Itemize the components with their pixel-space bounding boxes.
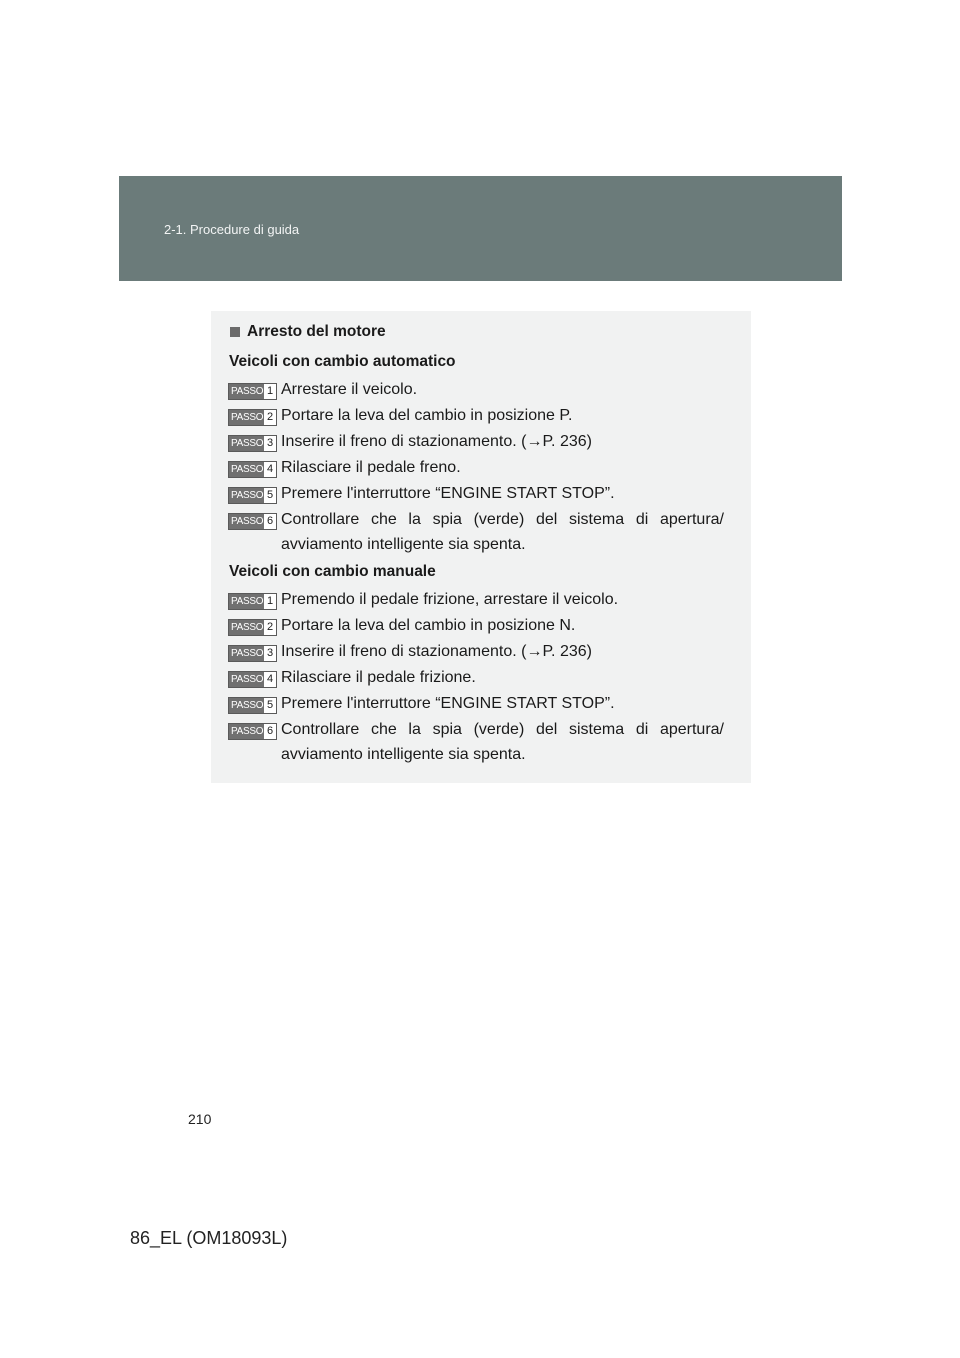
step-item: [228, 407, 728, 428]
step-text: Controllare che la spia (verde) del sistema di apertura/ avviamento intelligente sia spenta.: [281, 721, 724, 763]
step-badge-word: PASSO: [231, 726, 264, 737]
step-badge-word: PASSO: [231, 386, 264, 397]
step-badge: [228, 383, 277, 400]
step-badge-number: 5: [264, 698, 276, 713]
step-badge-word: PASSO: [231, 700, 264, 711]
step-text: Inserire il freno di stazionamento. (→P. 236): [281, 643, 592, 660]
step-text: Inserire il freno di stazionamento. (→P. 236): [281, 433, 592, 450]
step-text: Arrestare il veicolo.: [281, 381, 418, 398]
step-text: Premere l'interruttore “ENGINE START STOP”.: [281, 695, 615, 712]
step-badge-number: 6: [264, 514, 276, 529]
group-heading-automatic: Veicoli con cambio automatico: [229, 353, 456, 370]
procedure-box: [211, 311, 751, 783]
step-badge: [228, 513, 277, 530]
step-badge: [228, 461, 277, 478]
box-heading: [230, 323, 386, 341]
document-code: 86_EL (OM18093L): [130, 1228, 288, 1248]
step-badge-word: PASSO: [231, 596, 264, 607]
step-item: [228, 591, 728, 612]
step-badge: [228, 487, 277, 504]
step-badge: [228, 645, 277, 662]
step-badge-word: PASSO: [231, 464, 264, 475]
box-title: Arresto del motore: [247, 323, 386, 340]
step-badge: [228, 723, 277, 740]
step-item: [228, 721, 728, 767]
step-badge: [228, 619, 277, 636]
step-item: [228, 381, 728, 402]
step-badge-word: PASSO: [231, 490, 264, 501]
step-text: Controllare che la spia (verde) del sistema di apertura/ avviamento intelligente sia spenta.: [281, 511, 724, 553]
step-badge-word: PASSO: [231, 648, 264, 659]
step-item: [228, 643, 728, 664]
step-badge-number: 5: [264, 488, 276, 503]
section-title: 2-1. Procedure di guida: [164, 222, 300, 237]
step-badge: [228, 435, 277, 452]
step-badge: [228, 671, 277, 688]
step-text: Rilasciare il pedale frizione.: [281, 669, 476, 686]
step-item: [228, 485, 728, 506]
step-item: [228, 459, 728, 480]
step-badge-number: 3: [264, 646, 276, 661]
step-item: [228, 433, 728, 454]
step-item: [228, 669, 728, 690]
step-item: [228, 695, 728, 716]
square-icon: [230, 327, 240, 337]
step-text: Premendo il pedale frizione, arrestare il veicolo.: [281, 591, 619, 608]
step-text: Portare la leva del cambio in posizione N.: [281, 617, 576, 634]
step-badge-word: PASSO: [231, 412, 264, 423]
step-badge-word: PASSO: [231, 674, 264, 685]
step-badge-number: 1: [264, 594, 276, 609]
step-badge: [228, 697, 277, 714]
header-band: [119, 176, 842, 281]
step-text: Portare la leva del cambio in posizione P.: [281, 407, 573, 424]
step-text: Rilasciare il pedale freno.: [281, 459, 461, 476]
step-item: [228, 617, 728, 638]
step-badge-number: 4: [264, 462, 276, 477]
step-badge-number: 4: [264, 672, 276, 687]
step-badge-number: 1: [264, 384, 276, 399]
step-badge-number: 3: [264, 436, 276, 451]
step-text: Premere l'interruttore “ENGINE START STOP”.: [281, 485, 615, 502]
step-badge-word: PASSO: [231, 622, 264, 633]
step-badge-number: 6: [264, 724, 276, 739]
group-heading-manual: Veicoli con cambio manuale: [229, 563, 436, 580]
page-number: 210: [188, 1111, 212, 1127]
step-badge-word: PASSO: [231, 438, 264, 449]
step-item: [228, 511, 728, 557]
step-badge-number: 2: [264, 620, 276, 635]
step-badge: [228, 593, 277, 610]
step-badge-number: 2: [264, 410, 276, 425]
step-badge: [228, 409, 277, 426]
step-badge-word: PASSO: [231, 516, 264, 527]
